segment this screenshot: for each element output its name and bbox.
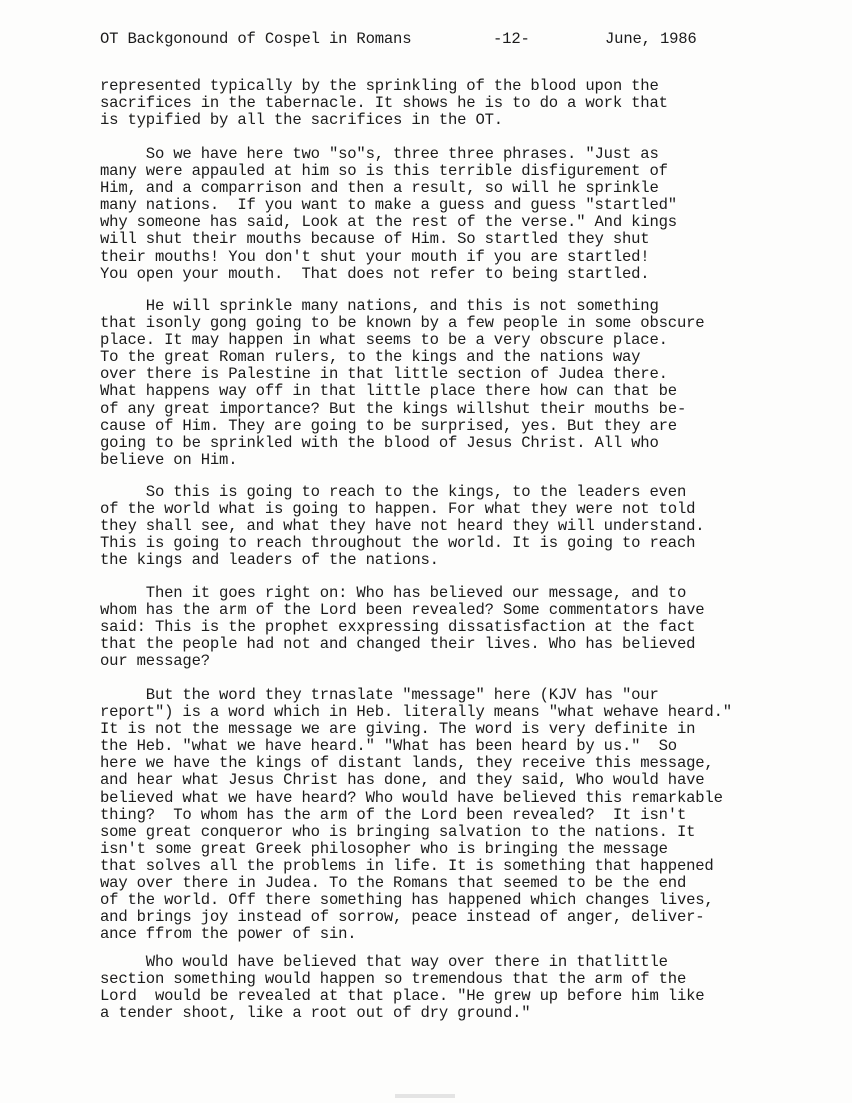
- text-line: He will sprinkle many nations, and this is not something: [100, 297, 659, 315]
- paragraph-4: [100, 484, 800, 569]
- text-line: over there is Palestine in that little section of Judea there.: [100, 365, 668, 384]
- page-header: [100, 28, 760, 50]
- header-title: OT Backgonound of Cospel in Romans: [100, 30, 412, 48]
- text-line: sacrifices in the tabernacle. It shows he is to do a work that: [100, 94, 668, 113]
- text-line: But the word they trnaslate "message" here (KJV has "our: [100, 686, 659, 704]
- text-line: Him, and a comparrison and then a result, so will he sprinkle: [100, 179, 659, 198]
- text-line: So this is going to reach to the kings, to the leaders even: [100, 483, 687, 501]
- text-line: You open your mouth. That does not refer to being startled.: [100, 264, 650, 283]
- text-line: the Heb. "what we have heard." "What has been heard by us." So: [100, 737, 677, 756]
- paragraph-2: [100, 146, 800, 283]
- text-line: of the world. Off there something has happened which changes lives,: [100, 891, 714, 910]
- text-line: going to be sprinkled with the blood of Jesus Christ. All who: [100, 433, 659, 452]
- header-page-number: -12-: [493, 30, 530, 48]
- paragraph-5: [100, 585, 800, 670]
- text-line: place. It may happen in what seems to be a very obscure place.: [100, 331, 668, 350]
- header-date: June, 1986: [605, 30, 697, 48]
- text-line: believed what we have heard? Who would have believed this remarkable: [100, 788, 723, 807]
- text-line: isn't some great Greek philosopher who is bringing the message: [100, 839, 668, 858]
- text-line: believe on Him.: [100, 450, 238, 469]
- text-line: whom has the arm of the Lord been revealed? Some commentators have: [100, 601, 705, 620]
- text-line: This is going to reach throughout the world. It is going to reach: [100, 534, 696, 553]
- text-line: some great conqueror who is bringing salvation to the nations. It: [100, 822, 696, 841]
- text-line: Who would have believed that way over there in thatlittle: [100, 953, 668, 971]
- text-line: they shall see, and what they have not heard they will understand.: [100, 517, 705, 536]
- paragraph-6: [100, 687, 800, 943]
- text-line: of any great importance? But the kings willshut their mouths be-: [100, 399, 687, 418]
- text-line: What happens way off in that little place there how can that be: [100, 382, 677, 401]
- text-line: So we have here two "so"s, three three phrases. "Just as: [100, 145, 659, 163]
- text-line: of the world what is going to happen. For what they were not told: [100, 500, 696, 519]
- text-line: thing? To whom has the arm of the Lord been revealed? It isn't: [100, 805, 687, 824]
- text-line: that the people had not and changed their lives. Who has believed: [100, 635, 696, 654]
- text-line: a tender shoot, like a root out of dry ground.": [100, 1004, 531, 1023]
- text-line: and brings joy instead of sorrow, peace instead of anger, deliver-: [100, 908, 705, 927]
- text-line: many nations. If you want to make a guess and guess "startled": [100, 196, 677, 215]
- text-line: that solves all the problems in life. It is something that happened: [100, 856, 714, 875]
- text-line: To the great Roman rulers, to the kings and the nations way: [100, 348, 641, 367]
- paragraph-1: [100, 78, 800, 129]
- text-line: Then it goes right on: Who has believed our message, and to: [100, 584, 687, 602]
- text-line: that isonly gong going to be known by a few people in some obscure: [100, 314, 705, 333]
- text-line: many were appauled at him so is this terrible disfigurement of: [100, 162, 668, 181]
- text-line: here we have the kings of distant lands, they receive this message,: [100, 754, 714, 773]
- text-line: cause of Him. They are going to be surprised, yes. But they are: [100, 416, 677, 435]
- text-line: said: This is the prophet exxpressing dissatisfaction at the fact: [100, 618, 696, 637]
- text-line: is typified by all the sacrifices in the OT.: [100, 111, 503, 130]
- text-line: It is not the message we are giving. The word is very definite in: [100, 720, 696, 739]
- text-line: the kings and leaders of the nations.: [100, 551, 439, 570]
- text-line: represented typically by the sprinkling of the blood upon the: [100, 77, 659, 95]
- text-line: why someone has said, Look at the rest of the verse." And kings: [100, 213, 677, 232]
- text-line: section something would happen so tremendous that the arm of the: [100, 970, 687, 989]
- text-line: Lord would be revealed at that place. "He grew up before him like: [100, 987, 705, 1006]
- text-line: report") is a word which in Heb. literally means "what wehave heard.": [100, 703, 732, 722]
- text-line: and hear what Jesus Christ has done, and they said, Who would have: [100, 771, 705, 790]
- text-line: our message?: [100, 652, 210, 671]
- text-line: will shut their mouths because of Him. So startled they shut: [100, 230, 650, 249]
- text-line: ance ffrom the power of sin.: [100, 925, 357, 944]
- paragraph-3: [100, 298, 800, 469]
- text-line: their mouths! You don't shut your mouth if you are startled!: [100, 247, 650, 266]
- scan-artifact: [395, 1094, 455, 1098]
- paragraph-7: [100, 954, 800, 1022]
- text-line: way over there in Judea. To the Romans that seemed to be the end: [100, 874, 687, 893]
